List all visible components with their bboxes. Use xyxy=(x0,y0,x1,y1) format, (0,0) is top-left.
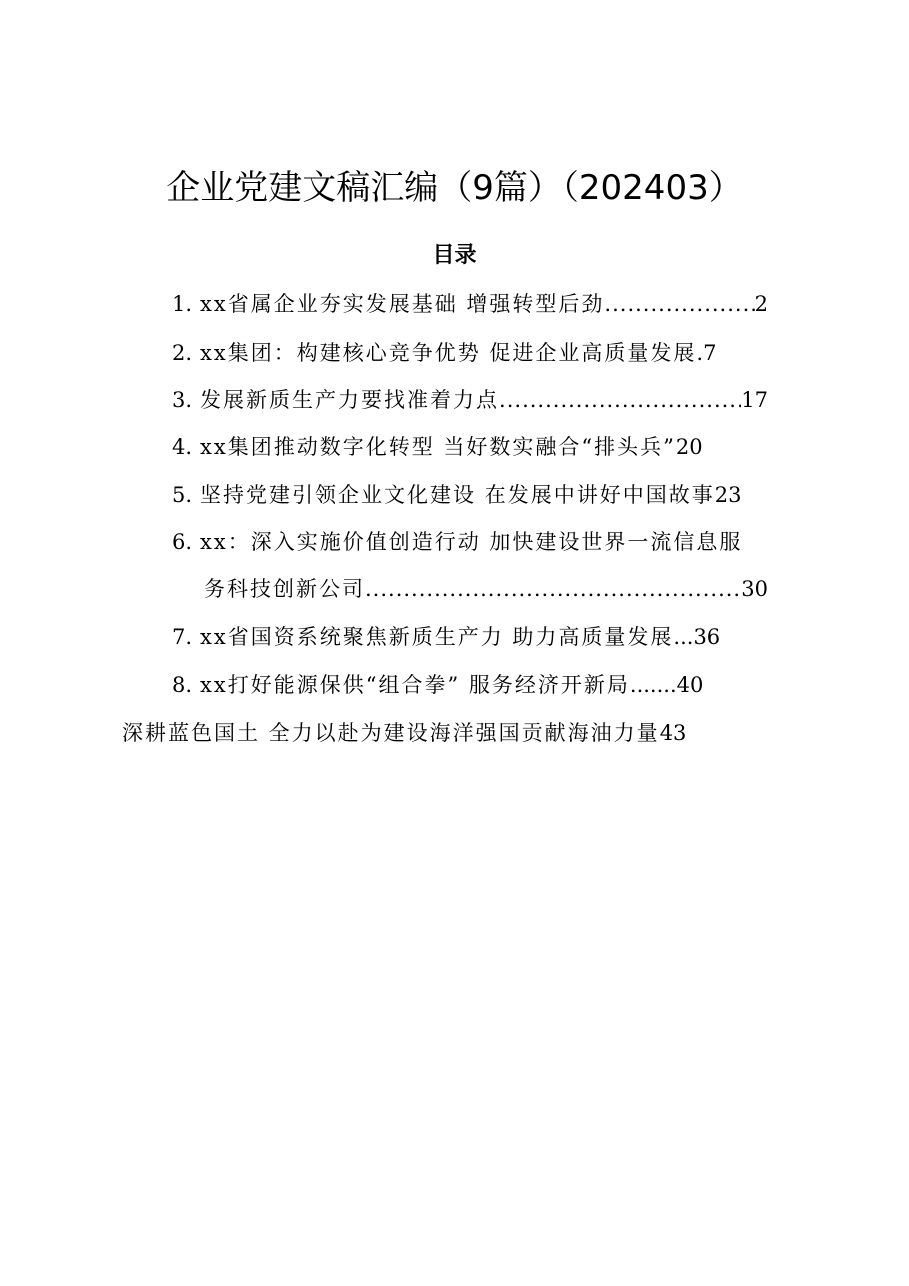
toc-entry-title: xx集团推动数字化转型 当好数实融合“排头兵” xyxy=(200,435,676,459)
toc-entry-number: 5. xyxy=(172,483,193,507)
toc-entry-number: 6. xyxy=(172,530,193,554)
toc-heading: 目录 xyxy=(432,242,477,268)
toc-entry[interactable] xyxy=(172,478,792,512)
toc-entry-page: ...36 xyxy=(673,625,721,649)
toc-entry-number: 7. xyxy=(172,625,193,649)
toc-entry[interactable] xyxy=(172,383,768,417)
toc-entry[interactable] xyxy=(122,716,762,750)
toc-entry-page: 23 xyxy=(714,483,742,507)
toc-entry-title: xx省属企业夯实发展基础 增强转型后劲 xyxy=(200,292,605,316)
toc-entry-number: 3. xyxy=(172,388,193,412)
toc-leader-dots xyxy=(499,383,741,417)
toc-entry-title: xx打好能源保供“组合拳” 服务经济开新局 xyxy=(200,673,630,697)
toc-entry-title: xx集团：构建核心竞争优势 促进企业高质量发展 xyxy=(200,341,697,365)
toc-entry-title: 发展新质生产力要找准着力点 xyxy=(200,388,500,412)
toc-entry-page: 2 xyxy=(754,292,768,316)
toc-leader-dots xyxy=(365,572,741,606)
toc-entry-page: 30 xyxy=(741,577,768,601)
toc-entry-page: .......40 xyxy=(629,673,704,697)
toc-entry-number: 8. xyxy=(172,673,193,697)
toc-entry-title: xx省国资系统聚焦新质生产力 助力高质量发展 xyxy=(200,625,674,649)
toc-entry-title: 坚持党建引领企业文化建设 在发展中讲好中国故事 xyxy=(200,483,715,507)
toc-entry-page: 20 xyxy=(675,435,703,459)
toc-leader-dots xyxy=(604,287,754,321)
toc-entry[interactable] xyxy=(172,336,768,370)
toc-entry-page: 17 xyxy=(741,388,768,412)
toc-entry[interactable] xyxy=(172,287,768,321)
toc-entry-page: 43 xyxy=(659,721,687,745)
toc-entry-number: 2. xyxy=(172,341,193,365)
toc-entry-number: 4. xyxy=(172,435,193,459)
toc-entry[interactable] xyxy=(172,525,792,559)
toc-entry[interactable] xyxy=(172,620,768,654)
toc-entry-number: 1. xyxy=(172,292,193,316)
toc-entry-title: xx：深入实施价值创造行动 加快建设世界一流信息服 xyxy=(200,530,743,554)
toc-entry-continuation[interactable] xyxy=(204,572,768,606)
toc-entry[interactable] xyxy=(172,430,768,464)
toc-entry[interactable] xyxy=(172,668,768,702)
document-title: 企业党建文稿汇编（9篇）（202403） xyxy=(166,168,743,208)
toc-entry-page: .7 xyxy=(696,341,717,365)
toc-entry-title: 深耕蓝色国土 全力以赴为建设海洋强国贡献海油力量 xyxy=(122,721,660,745)
toc-entry-title-continued: 务科技创新公司 xyxy=(204,577,365,601)
